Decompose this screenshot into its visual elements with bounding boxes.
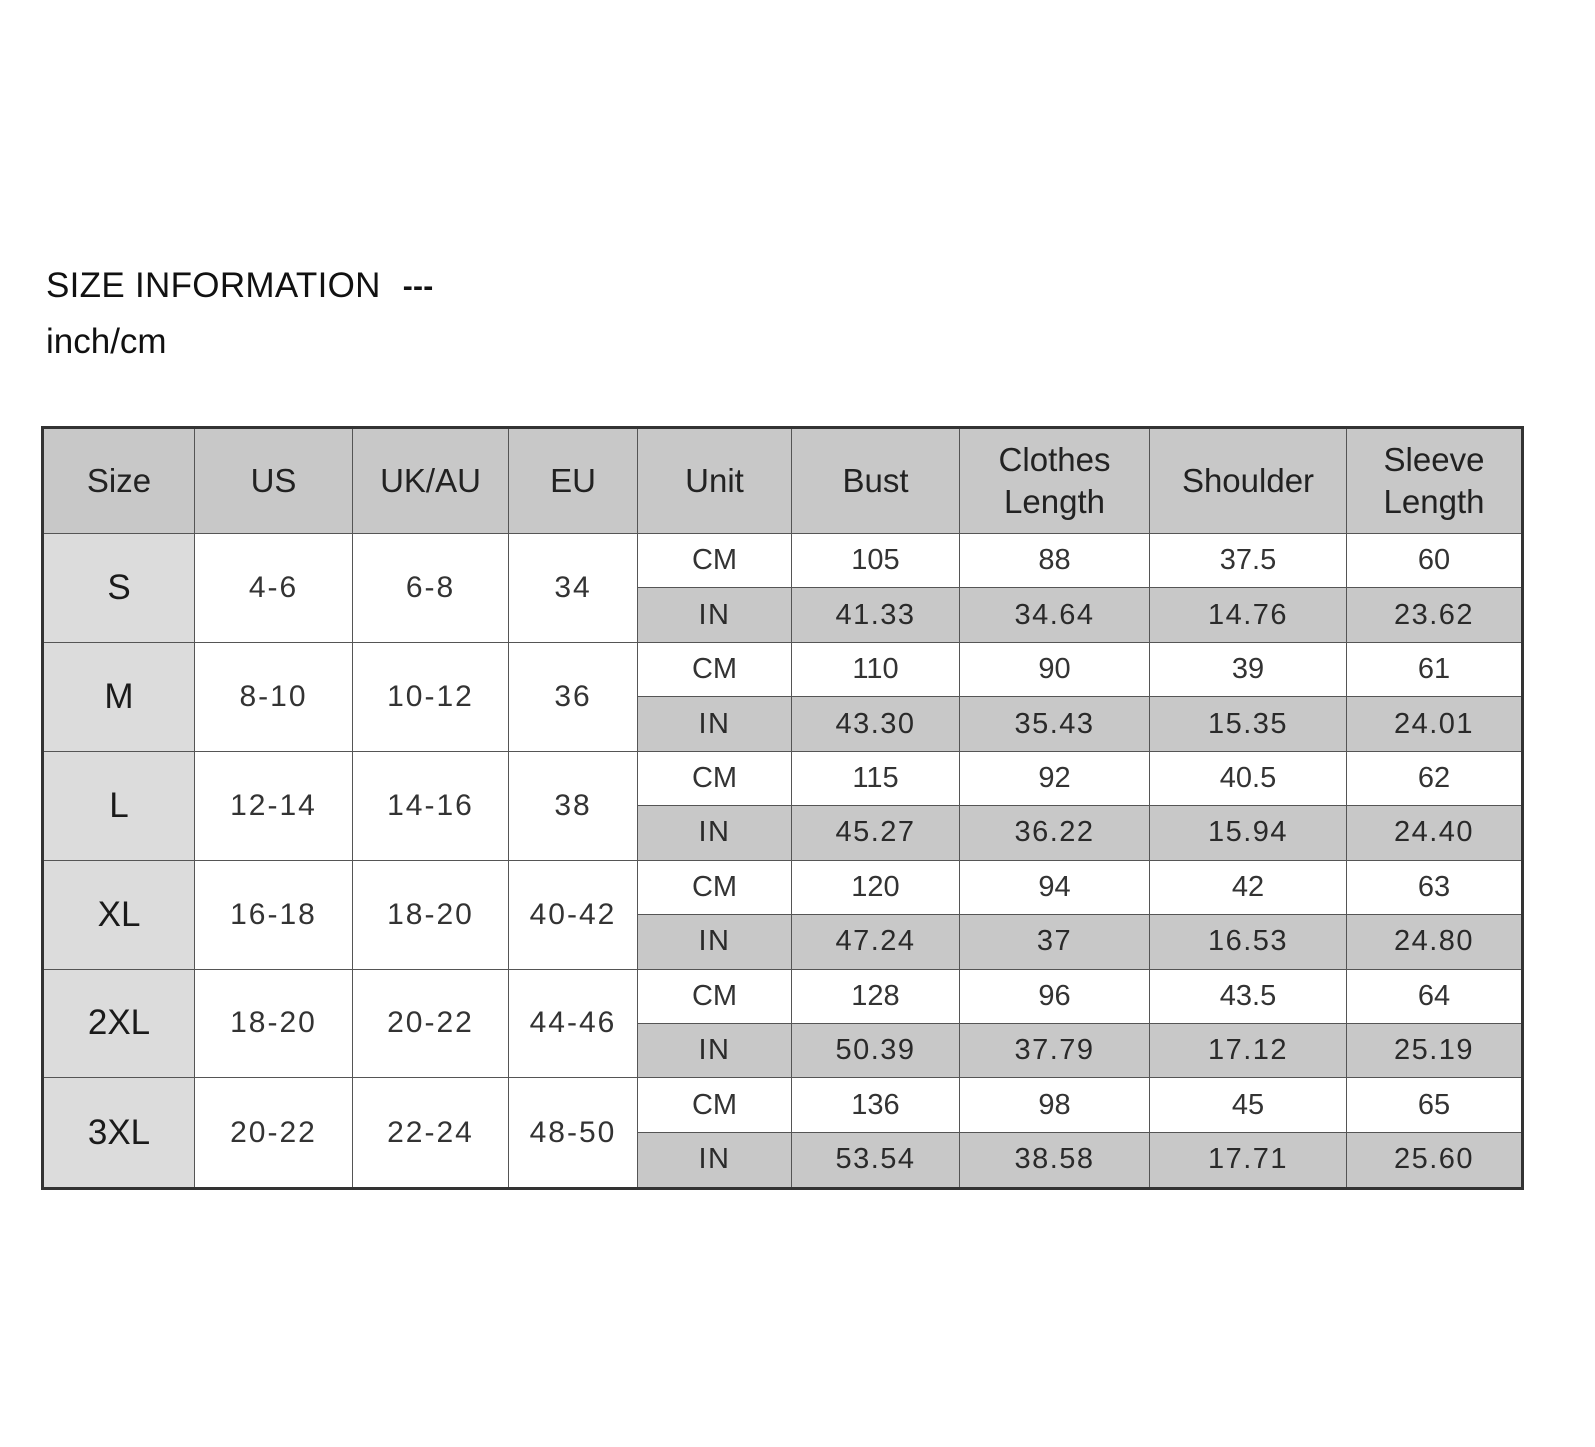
header-clothes-length-line2: Length	[1004, 483, 1105, 520]
bust-in: 43.30	[792, 697, 960, 751]
bust-in: 53.54	[792, 1132, 960, 1188]
bust-cm: 105	[792, 534, 960, 588]
page-title	[46, 266, 434, 306]
unit-cm: CM	[638, 642, 792, 696]
bust-in: 45.27	[792, 806, 960, 860]
bust-cm: 120	[792, 860, 960, 914]
unit-cm: CM	[638, 534, 792, 588]
shoulder-in: 17.71	[1150, 1132, 1347, 1188]
uk-au-size: 20-22	[353, 969, 509, 1078]
sleeve-length-in: 24.40	[1347, 806, 1523, 860]
eu-size: 44-46	[509, 969, 638, 1078]
clothes-length-in: 36.22	[960, 806, 1150, 860]
table-row-cm	[43, 751, 1523, 805]
eu-size: 48-50	[509, 1078, 638, 1189]
us-size: 12-14	[195, 751, 353, 860]
clothes-length-in: 38.58	[960, 1132, 1150, 1188]
uk-au-size: 14-16	[353, 751, 509, 860]
title-mark: ---	[402, 270, 434, 303]
us-size: 8-10	[195, 642, 353, 751]
shoulder-cm: 37.5	[1150, 534, 1347, 588]
sleeve-length-cm: 61	[1347, 642, 1523, 696]
uk-au-size: 22-24	[353, 1078, 509, 1189]
eu-size: 34	[509, 534, 638, 643]
unit-cm: CM	[638, 969, 792, 1023]
sleeve-length-in: 25.19	[1347, 1023, 1523, 1077]
unit-cm: CM	[638, 751, 792, 805]
header-row	[43, 428, 1523, 534]
bust-in: 47.24	[792, 915, 960, 969]
unit-in: IN	[638, 806, 792, 860]
size-label: 3XL	[43, 1078, 195, 1189]
clothes-length-cm: 98	[960, 1078, 1150, 1132]
table-row-cm	[43, 969, 1523, 1023]
unit-in: IN	[638, 697, 792, 751]
table-row-cm	[43, 642, 1523, 696]
clothes-length-cm: 88	[960, 534, 1150, 588]
shoulder-in: 17.12	[1150, 1023, 1347, 1077]
shoulder-in: 14.76	[1150, 588, 1347, 642]
header-eu: EU	[509, 428, 638, 534]
clothes-length-in: 35.43	[960, 697, 1150, 751]
header-unit: Unit	[638, 428, 792, 534]
header-shoulder: Shoulder	[1150, 428, 1347, 534]
header-us: US	[195, 428, 353, 534]
shoulder-cm: 43.5	[1150, 969, 1347, 1023]
shoulder-cm: 42	[1150, 860, 1347, 914]
sleeve-length-cm: 65	[1347, 1078, 1523, 1132]
sleeve-length-in: 25.60	[1347, 1132, 1523, 1188]
uk-au-size: 18-20	[353, 860, 509, 969]
size-label: 2XL	[43, 969, 195, 1078]
sleeve-length-in: 24.80	[1347, 915, 1523, 969]
shoulder-in: 15.35	[1150, 697, 1347, 751]
unit-cm: CM	[638, 860, 792, 914]
shoulder-in: 16.53	[1150, 915, 1347, 969]
table-row-cm	[43, 860, 1523, 914]
shoulder-cm: 40.5	[1150, 751, 1347, 805]
header-sleeve-length-line2: Length	[1383, 483, 1485, 520]
eu-size: 36	[509, 642, 638, 751]
header-sleeve-length	[1347, 428, 1523, 534]
title-text: SIZE INFORMATION	[46, 266, 381, 305]
uk-au-size: 6-8	[353, 534, 509, 643]
eu-size: 38	[509, 751, 638, 860]
table-row-cm	[43, 534, 1523, 588]
us-size: 20-22	[195, 1078, 353, 1189]
header-size: Size	[43, 428, 195, 534]
sleeve-length-cm: 60	[1347, 534, 1523, 588]
header-uk-au: UK/AU	[353, 428, 509, 534]
unit-in: IN	[638, 915, 792, 969]
clothes-length-cm: 90	[960, 642, 1150, 696]
clothes-length-in: 37	[960, 915, 1150, 969]
us-size: 16-18	[195, 860, 353, 969]
clothes-length-in: 34.64	[960, 588, 1150, 642]
unit-note: inch/cm	[46, 322, 167, 361]
us-size: 4-6	[195, 534, 353, 643]
clothes-length-cm: 92	[960, 751, 1150, 805]
sleeve-length-cm: 63	[1347, 860, 1523, 914]
uk-au-size: 10-12	[353, 642, 509, 751]
sleeve-length-in: 23.62	[1347, 588, 1523, 642]
unit-cm: CM	[638, 1078, 792, 1132]
bust-cm: 136	[792, 1078, 960, 1132]
unit-in: IN	[638, 1132, 792, 1188]
bust-cm: 115	[792, 751, 960, 805]
shoulder-cm: 39	[1150, 642, 1347, 696]
table-row-cm	[43, 1078, 1523, 1132]
sleeve-length-cm: 62	[1347, 751, 1523, 805]
size-chart-table	[41, 426, 1524, 1190]
size-label: M	[43, 642, 195, 751]
us-size: 18-20	[195, 969, 353, 1078]
bust-in: 50.39	[792, 1023, 960, 1077]
eu-size: 40-42	[509, 860, 638, 969]
header-bust: Bust	[792, 428, 960, 534]
clothes-length-in: 37.79	[960, 1023, 1150, 1077]
clothes-length-cm: 96	[960, 969, 1150, 1023]
header-clothes-length	[960, 428, 1150, 534]
shoulder-in: 15.94	[1150, 806, 1347, 860]
size-label: XL	[43, 860, 195, 969]
unit-in: IN	[638, 1023, 792, 1077]
bust-in: 41.33	[792, 588, 960, 642]
unit-in: IN	[638, 588, 792, 642]
size-label: L	[43, 751, 195, 860]
header-clothes-length-line1: Clothes	[998, 441, 1111, 478]
bust-cm: 128	[792, 969, 960, 1023]
sleeve-length-in: 24.01	[1347, 697, 1523, 751]
clothes-length-cm: 94	[960, 860, 1150, 914]
sleeve-length-cm: 64	[1347, 969, 1523, 1023]
shoulder-cm: 45	[1150, 1078, 1347, 1132]
header-sleeve-length-line1: Sleeve	[1383, 441, 1485, 478]
size-label: S	[43, 534, 195, 643]
bust-cm: 110	[792, 642, 960, 696]
